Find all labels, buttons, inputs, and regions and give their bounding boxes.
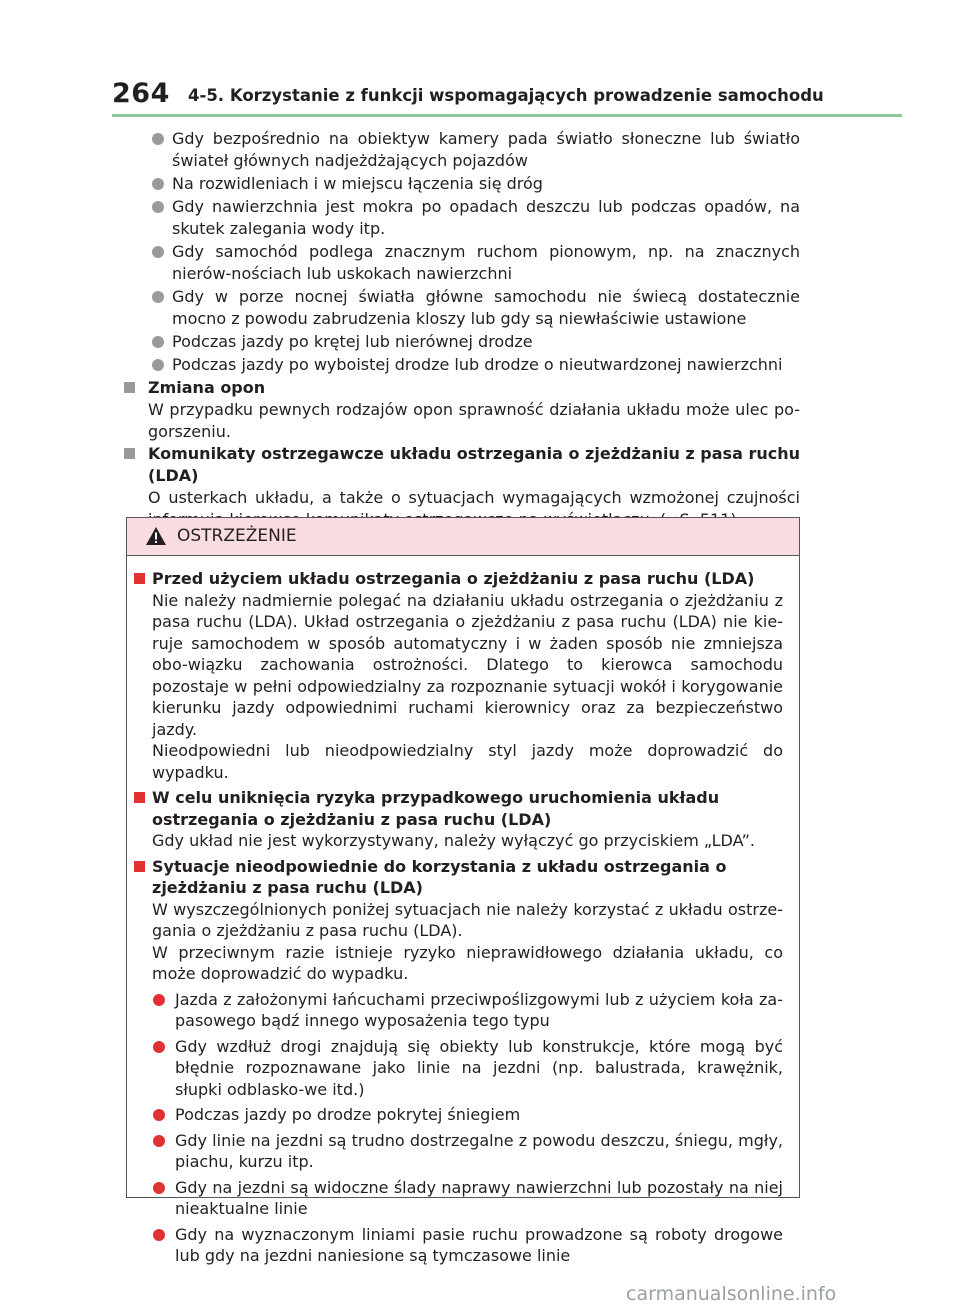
bullet-icon	[153, 1182, 165, 1194]
warning-paragraph: Nie należy nadmiernie polegać na działaniu układu ostrzegania o zjeżdżaniu z pasa ruchu (LDA). Układ ostrzegania o zjeżdżaniu z pasa ruchu (LDA) nie kie-ruje samochodem w sposób automatyczny i w żaden sposób nie zmniejsza obo-wiązku zachowania ostrożności. Dlatego to kierowca samochodu pozostaje w pełni odpowiedzialny za rozpoznanie sytuacji wokół i korygowanie kierunku jazdy odpowiednimi ruchami kierownicy oraz za bezpieczeństwo jazdy.	[152, 590, 783, 739]
list-item: Na rozwidleniach i w miejscu łączenia się dróg	[148, 173, 800, 195]
header-rule	[112, 114, 902, 117]
list-item: Podczas jazdy po drodze pokrytej śniegiem	[127, 1104, 801, 1126]
warning-title: OSTRZEŻENIE	[177, 526, 297, 546]
section-text: W przypadku pewnych rodzajów opon sprawność działania układu może ulec po-gorszeniu.	[148, 400, 800, 441]
bullet-icon	[152, 336, 164, 348]
list-item: Gdy na jezdni są widoczne ślady naprawy nawierzchni lub pozostały na niej nieaktualne linie	[127, 1177, 801, 1220]
square-bullet-icon	[124, 448, 135, 459]
warning-section	[127, 856, 801, 985]
warning-section-heading: W celu uniknięcia ryzyka przypadkowego uruchomienia układu ostrzegania o zjeżdżaniu z pasa ruchu (LDA)	[152, 788, 720, 829]
warning-paragraph: Gdy układ nie jest wykorzystywany, należy wyłączyć go przyciskiem „LDA”.	[152, 831, 755, 850]
chapter-title: 4-5. Korzystanie z funkcji wspomagających prowadzenie samochodu	[188, 86, 824, 105]
page-header	[112, 78, 902, 118]
list-item: Podczas jazdy po krętej lub nierównej drodze	[148, 331, 800, 353]
warning-box	[126, 517, 800, 1265]
warning-body	[127, 568, 801, 1271]
warning-paragraph: Nieodpowiedni lub nieodpowiedzialny styl jazdy może doprowadzić do wypadku.	[152, 741, 783, 782]
bullet-icon	[152, 133, 164, 145]
section-heading: Komunikaty ostrzegawcze układu ostrzegania o zjeżdżaniu z pasa ruchu (LDA)	[148, 444, 800, 485]
bullet-icon	[153, 994, 165, 1006]
list-item: Gdy linie na jezdni są trudno dostrzegalne z powodu deszczu, śniegu, mgły, piachu, kurzu itp.	[127, 1130, 801, 1173]
warning-section-heading: Sytuacje nieodpowiednie do korzystania z układu ostrzegania o zjeżdżaniu z pasa ruchu (LDA)	[152, 856, 727, 897]
section-heading: Zmiana opon	[148, 378, 266, 397]
list-item: Gdy bezpośrednio na obiektyw kamery pada światło słoneczne lub światło świateł głównych nadjeżdżających pojazdów	[148, 128, 800, 172]
list-item: Jazda z założonymi łańcuchami przeciwpoślizgowymi lub z użyciem koła za-pasowego bądź innego wyposażenia tego typu	[127, 989, 801, 1032]
watermark-link[interactable]: carmanualsonline.info	[626, 1283, 837, 1305]
warning-section	[127, 787, 801, 852]
warning-header	[127, 518, 799, 556]
bullet-icon	[153, 1229, 165, 1241]
warning-triangle-icon	[145, 526, 167, 546]
upper-content	[148, 128, 800, 531]
warning-paragraph: W wyszczególnionych poniżej sytuacjach nie należy korzystać z układu ostrze-gania o zjeżdżaniu z pasa ruchu (LDA).	[152, 899, 783, 940]
bullet-icon	[152, 359, 164, 371]
bullet-icon	[153, 1135, 165, 1147]
bullet-icon	[153, 1041, 165, 1053]
square-bullet-icon	[134, 573, 145, 584]
warning-paragraph: W przeciwnym razie istnieje ryzyko nieprawidłowego działania układu, co może doprowadzić do wypadku.	[152, 942, 783, 983]
list-item: Podczas jazdy po wyboistej drodze lub drodze o nieutwardzonej nawierzchni	[148, 354, 800, 376]
page-number: 264	[112, 78, 170, 109]
bullet-icon	[153, 1109, 165, 1121]
list-item: Gdy w porze nocnej światła główne samochodu nie świecą dostatecznie mocno z powodu zabrudzenia kloszy lub gdy są niewłaściwie ustawione	[148, 286, 800, 330]
bullet-icon	[152, 291, 164, 303]
list-item: Gdy wzdłuż drogi znajdują się obiekty lub konstrukcje, które mogą być błędnie rozpoznawane jako linie na jezdni (np. balustrada, krawężnik, słupki odblasko-we itd.)	[127, 1036, 801, 1101]
section-text: O usterkach układu, a także o sytuacjach wymagających wzmożonej czujności	[148, 488, 800, 507]
bullet-icon	[152, 178, 164, 190]
square-bullet-icon	[134, 861, 145, 872]
section-tyre-change	[124, 377, 800, 443]
list-item: Gdy nawierzchnia jest mokra po opadach deszczu lub podczas opadów, na skutek zalegania wody itp.	[148, 196, 800, 240]
list-item: Gdy samochód podlega znacznym ruchom pionowym, np. na znacznych nierów-nościach lub uskokach nawierzchni	[148, 241, 800, 285]
warning-section	[127, 568, 801, 783]
square-bullet-icon	[134, 792, 145, 803]
bullet-icon	[152, 246, 164, 258]
bullet-icon	[152, 201, 164, 213]
square-bullet-icon	[124, 382, 135, 393]
warning-section-heading: Przed użyciem układu ostrzegania o zjeżdżaniu z pasa ruchu (LDA)	[152, 569, 755, 588]
list-item: Gdy na wyznaczonym liniami pasie ruchu prowadzone są roboty drogowe lub gdy na jezdni naniesione są tymczasowe linie	[127, 1224, 801, 1267]
